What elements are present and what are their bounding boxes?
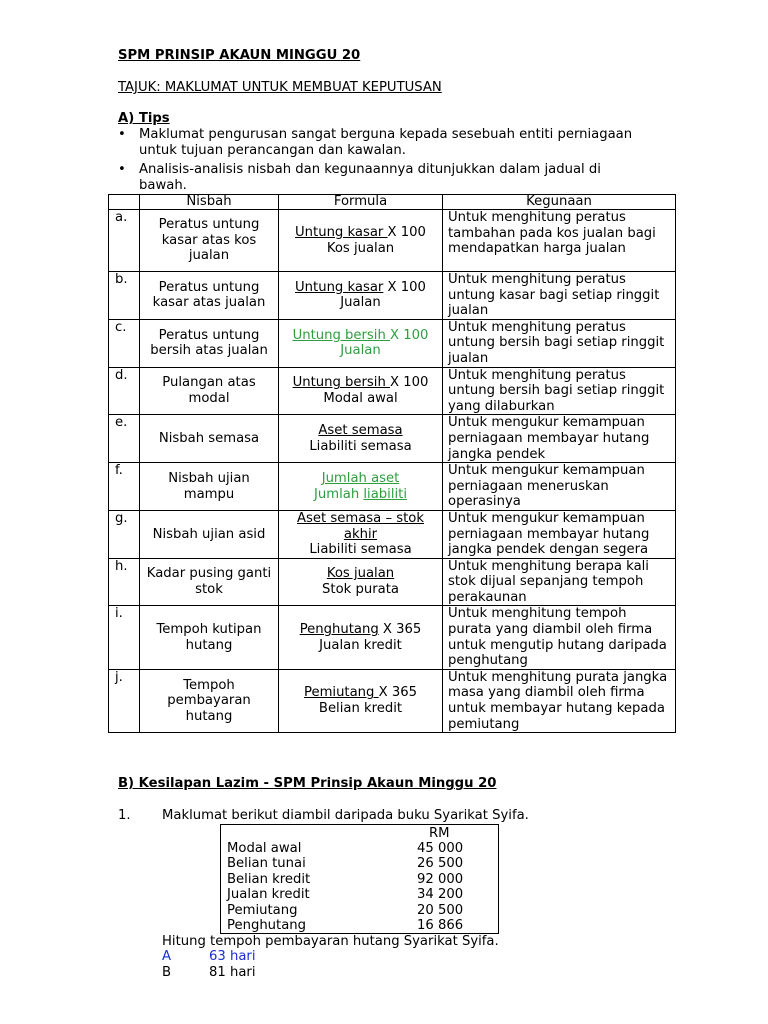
data-row bbox=[227, 918, 487, 934]
ratio-formula bbox=[279, 669, 443, 732]
formula-numerator: Untung kasar bbox=[295, 224, 388, 240]
data-row bbox=[227, 841, 487, 857]
data-row bbox=[227, 887, 487, 903]
row-letter: a. bbox=[109, 210, 140, 272]
formula-numerator: Jumlah aset bbox=[321, 470, 400, 486]
question-ask: Hitung tempoh pembayaran hutang Syarikat Syifa. bbox=[162, 934, 499, 949]
row-letter: i. bbox=[109, 606, 140, 669]
formula-denominator-prefix: Jumlah bbox=[314, 486, 364, 502]
ratio-formula bbox=[279, 319, 443, 367]
formula-multiplier: X 365 bbox=[378, 685, 418, 701]
item-label: Pemiutang bbox=[227, 903, 298, 918]
table-row bbox=[109, 319, 676, 367]
option-value: 81 hari bbox=[209, 965, 256, 980]
ratio-formula bbox=[279, 463, 443, 511]
row-letter: d. bbox=[109, 367, 140, 415]
row-letter: j. bbox=[109, 669, 140, 732]
ratio-name: Nisbah ujian mampu bbox=[140, 463, 279, 511]
ratio-usage: Untuk menghitung peratus untung bersih bagi setiap ringgit yang dilaburkan bbox=[443, 367, 676, 415]
ratio-usage: Untuk mengukur kemampuan perniagaan membayar hutang jangka pendek dengan segera bbox=[443, 510, 676, 558]
formula-multiplier: X 100 bbox=[390, 327, 429, 343]
ratio-table bbox=[108, 194, 676, 733]
ratio-usage: Untuk menghitung berapa kali stok dijual sepanjang tempoh perakaunan bbox=[443, 558, 676, 606]
ratio-formula bbox=[279, 510, 443, 558]
item-value: 16 866 bbox=[417, 918, 464, 933]
formula-numerator: Untung kasar bbox=[295, 279, 384, 295]
bullet-text: Analisis-analisis nisbah dan kegunaannya ditunjukkan dalam jadual di bawah. bbox=[139, 162, 601, 193]
ratio-name: Tempoh pembayaran hutang bbox=[140, 669, 279, 732]
header-kegunaan: Kegunaan bbox=[443, 195, 676, 210]
formula-numerator: Kos jualan bbox=[326, 566, 395, 582]
ratio-name: Peratus untung kasar atas jualan bbox=[140, 272, 279, 320]
formula-denominator: Liabiliti semasa bbox=[309, 438, 412, 454]
table-row bbox=[109, 367, 676, 415]
formula-numerator: Aset semasa bbox=[318, 423, 403, 439]
table-header-row bbox=[109, 195, 676, 210]
ratio-name: Nisbah semasa bbox=[140, 415, 279, 463]
ratio-usage: Untuk mengukur kemampuan perniagaan membayar hutang jangka pendek bbox=[443, 415, 676, 463]
row-letter: f. bbox=[109, 463, 140, 511]
ratio-formula bbox=[279, 272, 443, 320]
table-row bbox=[109, 606, 676, 669]
item-value: 92 000 bbox=[417, 872, 464, 887]
row-letter: c. bbox=[109, 319, 140, 367]
option-value: 63 hari bbox=[209, 949, 256, 964]
bullet-text: Maklumat pengurusan sangat berguna kepada sesebuah entiti perniagaan untuk tujuan perancangan dan kawalan. bbox=[139, 127, 633, 158]
item-label: Belian kredit bbox=[227, 872, 311, 887]
ratio-formula bbox=[279, 415, 443, 463]
table-row bbox=[109, 210, 676, 272]
formula-denominator: Kos jualan bbox=[326, 240, 395, 256]
table-row bbox=[109, 669, 676, 732]
header-letter bbox=[109, 195, 140, 210]
row-letter: e. bbox=[109, 415, 140, 463]
data-row bbox=[227, 872, 487, 888]
ratio-formula bbox=[279, 210, 443, 272]
row-letter: h. bbox=[109, 558, 140, 606]
section-a-heading: A) Tips bbox=[118, 111, 170, 126]
table-row bbox=[109, 415, 676, 463]
formula-denominator: Stok purata bbox=[322, 582, 399, 598]
formula-denominator: Belian kredit bbox=[318, 701, 403, 717]
question-number: 1. bbox=[118, 808, 131, 823]
formula-multiplier: X 100 bbox=[390, 375, 429, 391]
formula-multiplier: X 100 bbox=[383, 279, 426, 295]
document-title: SPM PRINSIP AKAUN MINGGU 20 bbox=[118, 48, 361, 63]
formula-numerator: Pemiutang bbox=[303, 685, 379, 701]
ratio-name: Pulangan atas modal bbox=[140, 367, 279, 415]
formula-denominator: Jualan bbox=[340, 343, 381, 359]
formula-denominator: liabiliti bbox=[363, 486, 407, 502]
ratio-name: Tempoh kutipan hutang bbox=[140, 606, 279, 669]
tips-bullet-2 bbox=[118, 162, 648, 193]
formula-denominator: Modal awal bbox=[323, 390, 398, 406]
ratio-name: Peratus untung bersih atas jualan bbox=[140, 319, 279, 367]
option-key: A bbox=[162, 949, 172, 964]
item-label: Penghutang bbox=[227, 918, 307, 933]
item-value: 26 500 bbox=[417, 856, 464, 871]
ratio-usage: Untuk menghitung purata jangka masa yang diambil oleh firma untuk membayar hutang kepada pemiutang bbox=[443, 669, 676, 732]
ratio-name: Nisbah ujian asid bbox=[140, 510, 279, 558]
item-label: Belian tunai bbox=[227, 856, 306, 871]
ratio-usage: Untuk menghitung peratus untung kasar bagi setiap ringgit jualan bbox=[443, 272, 676, 320]
topic-heading: TAJUK: MAKLUMAT UNTUK MEMBUAT KEPUTUSAN bbox=[118, 80, 442, 95]
item-value: 34 200 bbox=[417, 887, 464, 902]
formula-numerator: Aset semasa – stok akhir bbox=[297, 510, 424, 542]
item-value: 45 000 bbox=[417, 841, 464, 856]
ratio-formula bbox=[279, 606, 443, 669]
formula-denominator: Liabiliti semasa bbox=[309, 542, 412, 558]
tips-bullet-1 bbox=[118, 127, 648, 158]
ratio-usage: Untuk menghitung peratus untung bersih bagi setiap ringgit jualan bbox=[443, 319, 676, 367]
formula-denominator: Jualan bbox=[340, 295, 381, 311]
ratio-name: Kadar pusing ganti stok bbox=[140, 558, 279, 606]
question-intro: Maklumat berikut diambil daripada buku Syarikat Syifa. bbox=[162, 808, 529, 823]
formula-multiplier: X 100 bbox=[387, 224, 426, 240]
ratio-formula bbox=[279, 558, 443, 606]
data-row bbox=[227, 856, 487, 872]
ratio-formula bbox=[279, 367, 443, 415]
item-label: Jualan kredit bbox=[227, 887, 310, 902]
option-key: B bbox=[162, 965, 172, 980]
bullet-icon: • bbox=[118, 127, 126, 142]
header-formula: Formula bbox=[279, 195, 443, 210]
ratio-usage: Untuk menghitung tempoh purata yang diambil oleh firma untuk mengutip hutang daripada penghutang bbox=[443, 606, 676, 669]
item-label: Modal awal bbox=[227, 841, 302, 856]
table-row bbox=[109, 272, 676, 320]
item-value: 20 500 bbox=[417, 903, 464, 918]
table-row bbox=[109, 558, 676, 606]
table-row bbox=[109, 510, 676, 558]
formula-denominator: Jualan kredit bbox=[319, 637, 402, 653]
row-letter: g. bbox=[109, 510, 140, 558]
bullet-icon: • bbox=[118, 162, 126, 177]
ratio-usage: Untuk mengukur kemampuan perniagaan meneruskan operasinya bbox=[443, 463, 676, 511]
table-row bbox=[109, 463, 676, 511]
ratio-name: Peratus untung kasar atas kos jualan bbox=[140, 210, 279, 272]
ratio-usage: Untuk menghitung peratus tambahan pada kos jualan bagi mendapatkan harga jualan bbox=[443, 210, 676, 272]
formula-multiplier: X 365 bbox=[378, 622, 422, 638]
currency-header: RM bbox=[429, 826, 450, 841]
header-nisbah: Nisbah bbox=[140, 195, 279, 210]
formula-numerator: Penghutang bbox=[299, 622, 379, 638]
data-row bbox=[227, 903, 487, 919]
row-letter: b. bbox=[109, 272, 140, 320]
account-data-box bbox=[220, 824, 499, 934]
section-b-heading: B) Kesilapan Lazim - SPM Prinsip Akaun Minggu 20 bbox=[118, 776, 497, 791]
formula-numerator: Untung bersih bbox=[292, 375, 391, 391]
formula-numerator: Untung bersih bbox=[292, 327, 391, 343]
